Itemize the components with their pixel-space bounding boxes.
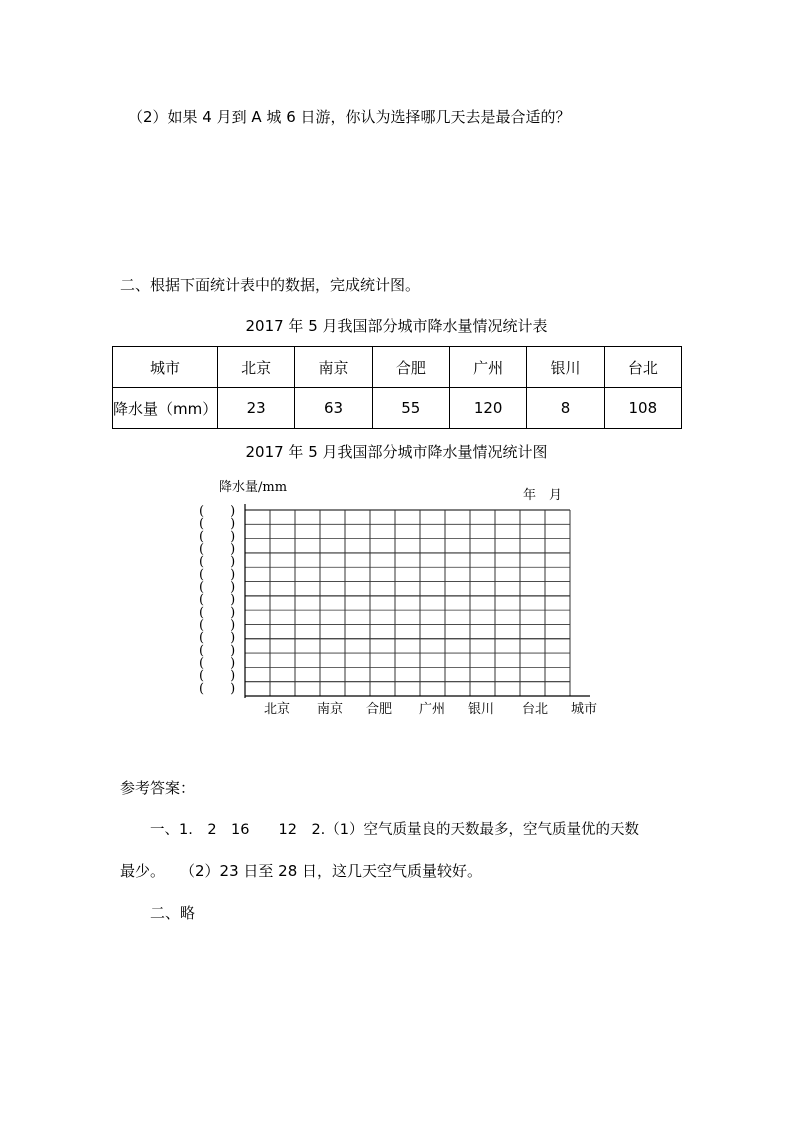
y-tick-blank: ( ) [199, 542, 236, 557]
y-tick-blank: ( ) [199, 656, 236, 671]
chart-ylabel: 降水量/mm [219, 480, 288, 495]
answer-line-3: 二、略 [150, 904, 196, 922]
table-city-cell: 北京 [218, 347, 295, 388]
chart-title: 2017 年 5 月我国部分城市降水量情况统计图 [245, 443, 548, 461]
table-value-cell: 8 [527, 388, 604, 429]
y-tick-blank: ( ) [199, 516, 236, 532]
table-city-cell: 广州 [449, 347, 526, 388]
x-tick-label: 广州 [419, 702, 446, 717]
table-value-row [113, 388, 682, 429]
table-header-row [113, 347, 682, 388]
y-tick-blank: ( ) [199, 605, 236, 621]
section-2-heading: 二、根据下面统计表中的数据，完成统计图。 [120, 276, 421, 294]
table-city-cell: 台北 [604, 347, 681, 388]
table-value-cell: 63 [295, 388, 372, 429]
chart-date-label: 年 月 [523, 488, 563, 503]
y-tick-blank: ( ) [199, 504, 236, 519]
x-tick-label: 北京 [264, 702, 291, 717]
table-header-label: 城市 [113, 347, 218, 388]
table-value-cell: 108 [604, 388, 681, 429]
y-tick-blank: ( ) [199, 529, 236, 545]
table-city-cell: 银川 [527, 347, 604, 388]
table-city-cell: 南京 [295, 347, 372, 388]
table-value-cell: 120 [449, 388, 526, 429]
y-tick-blank: ( ) [199, 554, 236, 570]
blank-bar-chart [195, 472, 615, 722]
x-tick-label: 合肥 [366, 702, 393, 717]
answers-heading: 参考答案： [120, 779, 196, 797]
y-tick-blank: ( ) [199, 681, 236, 697]
x-tick-label: 南京 [317, 702, 344, 717]
y-tick-blank: ( ) [199, 668, 236, 684]
y-tick-blank: ( ) [199, 592, 236, 608]
answer-line-2: 最少。 （2）23 日至 28 日，这几天空气质量较好。 [120, 862, 483, 880]
table-city-cell: 合肥 [372, 347, 449, 388]
x-tick-label: 台北 [522, 702, 549, 717]
table-row-label: 降水量（mm） [113, 388, 218, 429]
chart-xlabel: 城市 [571, 702, 598, 717]
y-tick-blank: ( ) [199, 630, 236, 646]
table-value-cell: 55 [372, 388, 449, 429]
y-tick-blank: ( ) [199, 643, 236, 659]
y-tick-blank: ( ) [199, 567, 236, 583]
table-value-cell: 23 [218, 388, 295, 429]
x-tick-label: 银川 [468, 702, 495, 717]
rainfall-table [112, 346, 682, 429]
y-tick-blank: ( ) [199, 580, 236, 595]
y-tick-blank: ( ) [199, 618, 236, 633]
chart-grid [195, 472, 615, 722]
question-2: （2）如果 4 月到 A 城 6 日游，你认为选择哪几天去是最合适的？ [128, 108, 571, 126]
table-title: 2017 年 5 月我国部分城市降水量情况统计表 [245, 317, 548, 335]
answer-line-1: 一、1. 2 16 12 2.（1）空气质量良的天数最多，空气质量优的天数 [150, 822, 640, 838]
